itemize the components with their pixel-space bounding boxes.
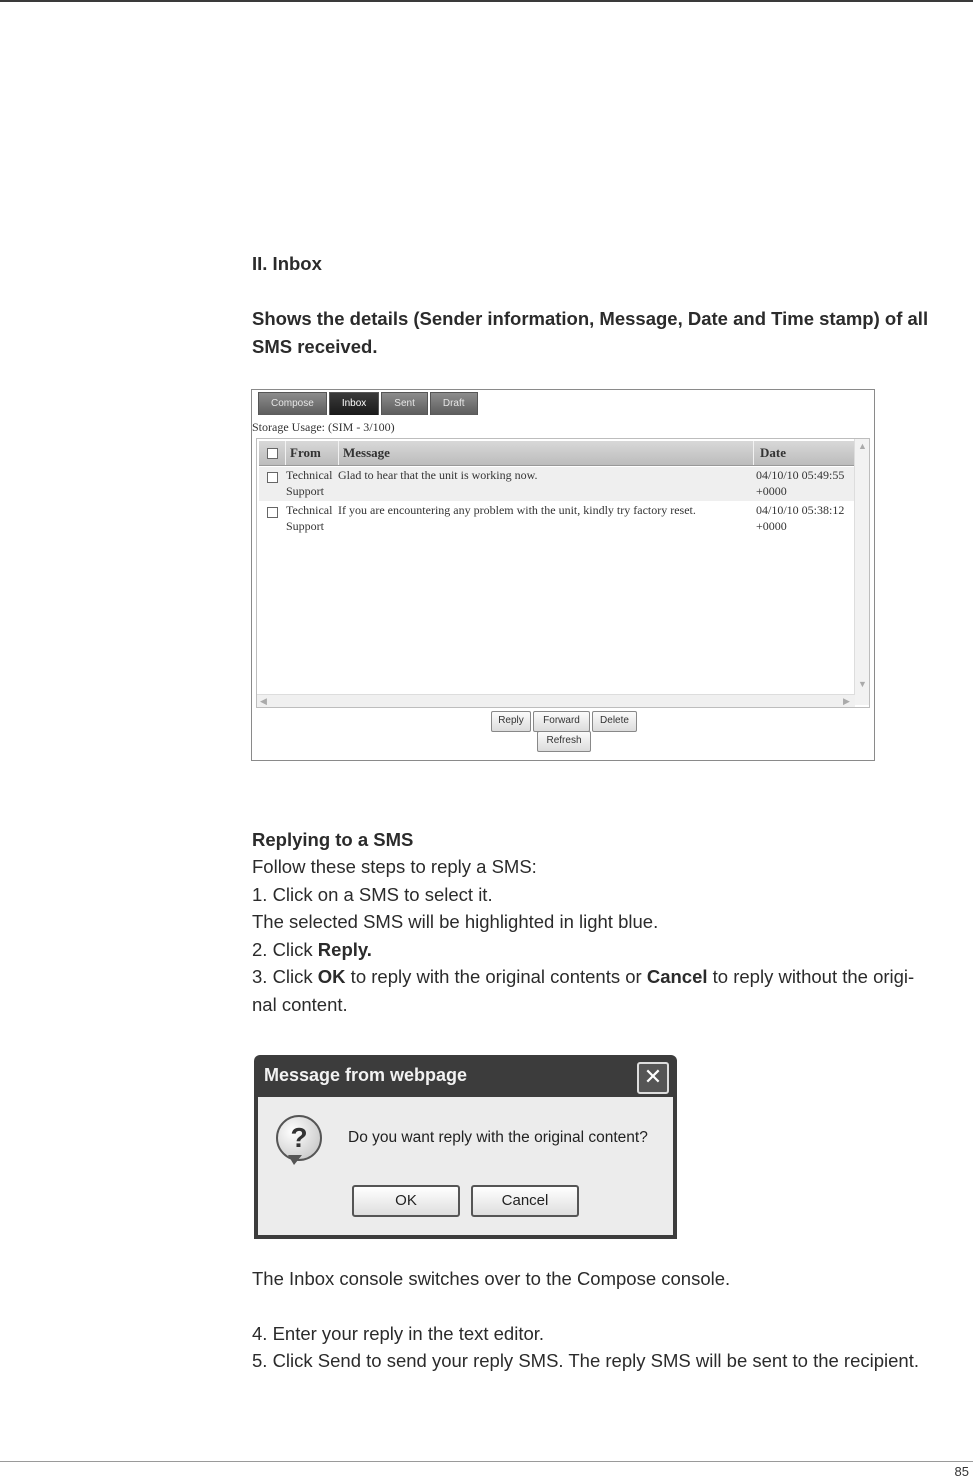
step-3-text: 3. Click <box>252 966 318 987</box>
tab-inbox[interactable]: Inbox <box>329 392 379 415</box>
scroll-up-icon[interactable]: ▲ <box>858 441 867 451</box>
section-title: II. Inbox <box>252 253 322 274</box>
step-2-text: 2. Click <box>252 939 318 960</box>
header-message[interactable]: Message <box>339 441 754 465</box>
select-all-checkbox[interactable] <box>267 448 278 459</box>
header-from[interactable]: From <box>286 441 339 465</box>
switch-note: The Inbox console switches over to the Compose console. <box>252 1268 731 1289</box>
horizontal-scrollbar[interactable] <box>257 694 855 707</box>
dialog-body <box>258 1097 673 1235</box>
header-date[interactable]: Date <box>760 445 786 460</box>
row-date: 04/10/10 05:38:12 <box>756 503 845 517</box>
row-checkbox[interactable] <box>267 507 278 518</box>
message-table <box>256 438 870 708</box>
step-3-text: to reply without the origi- <box>707 966 915 987</box>
tab-compose[interactable]: Compose <box>258 392 327 415</box>
vertical-scrollbar[interactable] <box>854 439 869 705</box>
row-from: Technical <box>286 468 333 482</box>
confirm-dialog <box>254 1055 677 1239</box>
scroll-down-icon[interactable]: ▼ <box>858 679 867 689</box>
row-message: If you are encountering any problem with the unit, kindly try factory reset. <box>338 503 696 517</box>
question-icon-tail <box>288 1155 302 1165</box>
delete-button[interactable]: Delete <box>592 711 637 732</box>
step-4: 4. Enter your reply in the text editor. <box>252 1323 545 1344</box>
row-date: +0000 <box>756 484 787 498</box>
tab-draft[interactable]: Draft <box>430 392 478 415</box>
refresh-button[interactable]: Refresh <box>537 731 591 752</box>
step-2 <box>252 936 970 964</box>
tab-sent[interactable]: Sent <box>381 392 428 415</box>
step-3 <box>252 963 970 991</box>
step-2-reply: Reply. <box>317 939 372 960</box>
row-date: +0000 <box>756 519 787 533</box>
inbox-screenshot <box>251 389 875 761</box>
page-number: 85 <box>954 1464 969 1479</box>
table-header <box>259 441 855 466</box>
row-from: Support <box>286 519 325 533</box>
step-3-ok: OK <box>317 966 346 987</box>
row-from: Support <box>286 484 325 498</box>
header-select-cell <box>259 441 286 465</box>
scroll-left-icon[interactable]: ◀ <box>260 696 267 706</box>
row-from: Technical <box>286 503 333 517</box>
row-checkbox[interactable] <box>267 472 278 483</box>
dialog-title: Message from webpage <box>264 1065 468 1085</box>
row-message: Glad to hear that the unit is working now. <box>338 468 538 482</box>
step-5: 5. Click Send to send your reply SMS. The reply SMS will be sent to the recipient. <box>252 1350 919 1371</box>
cancel-button[interactable]: Cancel <box>471 1185 579 1217</box>
ok-button[interactable]: OK <box>352 1185 460 1217</box>
step-3-cancel: Cancel <box>646 966 708 987</box>
step-1-note: The selected SMS will be highlighted in light blue. <box>252 911 659 932</box>
step-3-text: to reply with the original contents or <box>345 966 647 987</box>
step-3-continued: nal content. <box>252 994 348 1015</box>
table-row[interactable] <box>259 467 855 501</box>
forward-button[interactable]: Forward <box>533 711 590 732</box>
scroll-right-icon[interactable]: ▶ <box>843 696 850 706</box>
bottom-rule <box>0 1461 973 1462</box>
table-row[interactable] <box>259 502 855 536</box>
reply-lead: Follow these steps to reply a SMS: <box>252 856 537 877</box>
question-icon: ? <box>276 1115 322 1161</box>
section-intro: Shows the details (Sender information, Message, Date and Time stamp) of all SMS received. <box>252 308 929 357</box>
inbox-tabs <box>258 392 478 414</box>
storage-usage: Storage Usage: (SIM - 3/100) <box>252 420 395 434</box>
step-1: 1. Click on a SMS to select it. <box>252 884 493 905</box>
dialog-message: Do you want reply with the original content? <box>348 1129 648 1146</box>
reply-button[interactable]: Reply <box>491 711 531 732</box>
row-date: 04/10/10 05:49:55 <box>756 468 845 482</box>
reply-heading: Replying to a SMS <box>252 829 414 850</box>
close-icon[interactable]: ✕ <box>637 1062 669 1094</box>
top-rule <box>0 0 973 2</box>
